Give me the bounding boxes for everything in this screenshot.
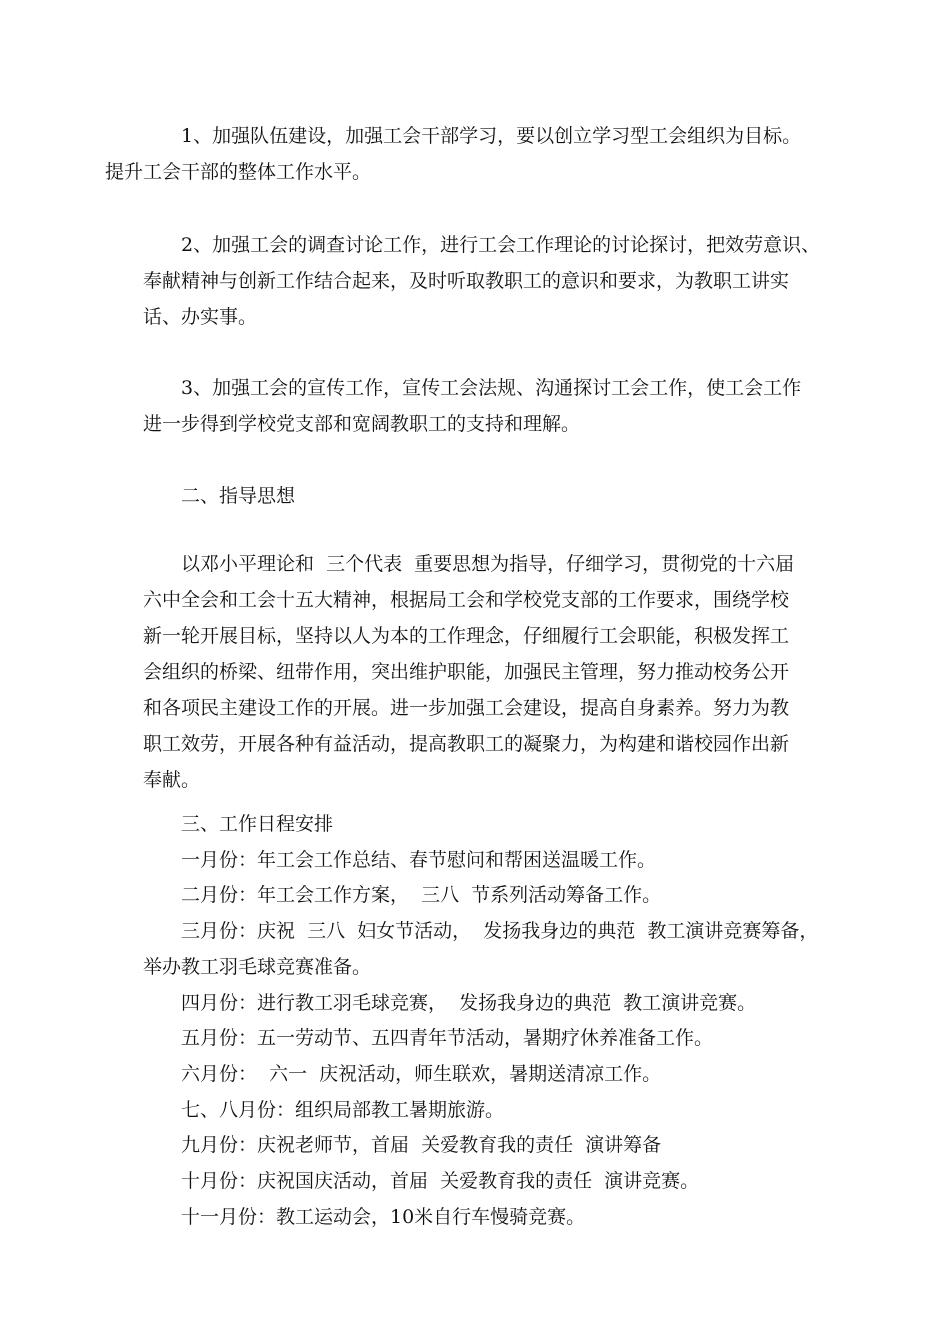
paragraph-guiding-thought: [143, 546, 815, 798]
paragraph-line: 奉献。: [143, 769, 201, 791]
paragraph-1: [105, 118, 815, 190]
schedule-item: 七、八月份：组织局部教工暑期旅游。: [181, 1098, 505, 1121]
heading-text: 二、指导思想: [181, 485, 296, 507]
schedule-heading: 三、工作日程安排: [181, 813, 334, 835]
schedule-item-continuation: 举办教工羽毛球竞赛准备。: [143, 955, 372, 978]
paragraph-line: 奉献精神与创新工作结合起来，及时听取教职工的意识和要求，为教职工讲实: [143, 270, 790, 292]
paragraph-line: 会组织的桥梁、纽带作用，突出维护职能，加强民主管理，努力推动校务公开: [143, 661, 790, 683]
paragraph-line: 2、加强工会的调查讨论工作，进行工会工作理论的讨论探讨，把效劳意识、: [181, 234, 821, 256]
schedule-item: 十一月份：教工运动会，10米自行车慢骑竞赛。: [181, 1205, 586, 1228]
paragraph-line: 进一步得到学校党支部和宽阔教职工的支持和理解。: [143, 413, 581, 435]
section-heading-guiding-thought: [143, 478, 815, 514]
schedule-item: 十月份：庆祝国庆活动，首届 关爱教育我的责任 演讲竞赛。: [181, 1170, 700, 1193]
paragraph-line: 1、加强队伍建设，加强工会干部学习，要以创立学习型工会组织为目标。: [181, 125, 802, 147]
schedule-item: 四月份：进行教工羽毛球竞赛， 发扬我身边的典范 教工演讲竞赛。: [181, 991, 757, 1014]
paragraph-line: 六中全会和工会十五大精神，根据局工会和学校党支部的工作要求，围绕学校: [143, 589, 790, 611]
paragraph-line: 3、加强工会的宣传工作，宣传工会法规、沟通探讨工会工作，使工会工作: [181, 377, 802, 399]
paragraph-line: 以邓小平理论和 三个代表 重要思想为指导，仔细学习，贯彻党的十六届: [181, 553, 795, 575]
paragraph-3: [143, 370, 815, 442]
paragraph-line: 职工效劳，开展各种有益活动，提高教职工的凝聚力，为构建和谐校园作出新: [143, 733, 790, 755]
paragraph-line: 提升工会干部的整体工作水平。: [105, 161, 372, 183]
schedule-section: [143, 807, 819, 1235]
schedule-item: 一月份：年工会工作总结、春节慰问和帮困送温暖工作。: [181, 848, 657, 871]
schedule-item: 二月份：年工会工作方案， 三八 节系列活动筹备工作。: [181, 884, 662, 907]
paragraph-line: 话、办实事。: [143, 306, 258, 328]
paragraph-2: [143, 227, 821, 335]
schedule-item: 五月份：五一劳动节、五四青年节活动，暑期疗休养准备工作。: [181, 1027, 714, 1050]
schedule-item: 六月份： 六一 庆祝活动，师生联欢，暑期送清凉工作。: [181, 1062, 662, 1085]
schedule-item: 九月份：庆祝老师节，首届 关爱教育我的责任 演讲筹备: [181, 1134, 662, 1157]
paragraph-line: 和各项民主建设工作的开展。进一步加强工会建设，提高自身素养。努力为教: [143, 697, 790, 719]
paragraph-line: 新一轮开展目标，坚持以人为本的工作理念，仔细履行工会职能，积极发挥工: [143, 625, 790, 647]
schedule-item: 三月份：庆祝 三八 妇女节活动， 发扬我身边的典范 教工演讲竞赛筹备，: [181, 920, 819, 943]
